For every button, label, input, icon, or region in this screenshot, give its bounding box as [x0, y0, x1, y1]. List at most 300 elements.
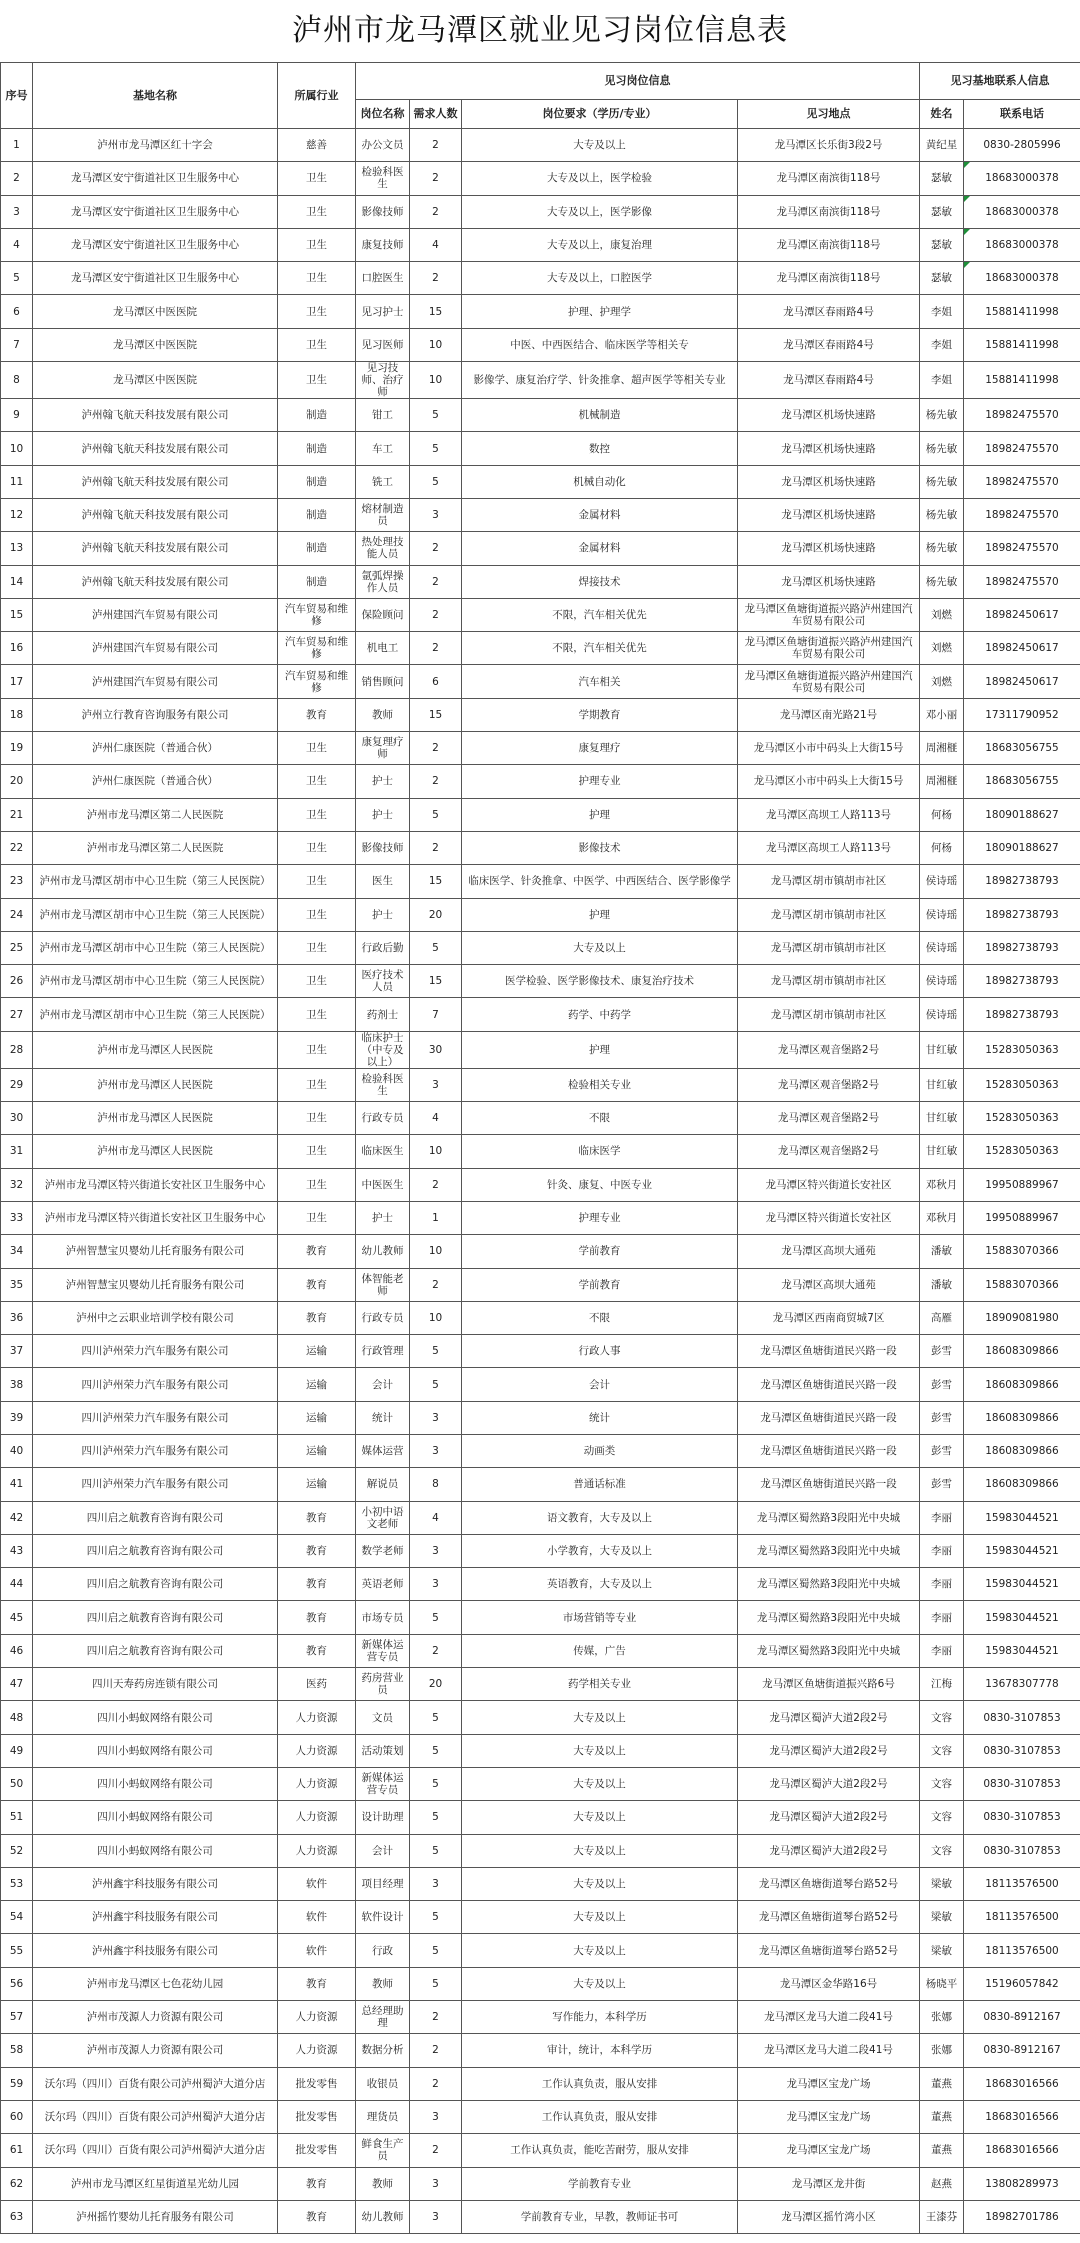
cell-seq: 28 [1, 1031, 33, 1068]
cell-post-name: 设计助理 [356, 1801, 410, 1834]
cell-post-name: 会计 [356, 1834, 410, 1867]
cell-seq: 13 [1, 532, 33, 565]
cell-count: 10 [410, 1135, 462, 1168]
cell-contact-name: 潘敏 [920, 1268, 964, 1301]
cell-contact-name: 赵燕 [920, 2167, 964, 2200]
cell-location: 龙马潭区春雨路4号 [738, 362, 920, 399]
cell-industry: 教育 [278, 1601, 356, 1634]
cell-contact-name: 文容 [920, 1834, 964, 1867]
cell-base-name: 泸州翰飞航天科技发展有限公司 [33, 532, 278, 565]
cell-phone: 18982738793 [964, 931, 1080, 964]
cell-post-name: 医生 [356, 865, 410, 898]
cell-phone: 18683000378 [964, 228, 1080, 261]
cell-location: 龙马潭区南滨街118号 [738, 195, 920, 228]
header-phone: 联系电话 [964, 100, 1080, 129]
cell-base-name: 泸州市龙马潭区胡市中心卫生院（第三人民医院） [33, 898, 278, 931]
cell-phone: 15283050363 [964, 1135, 1080, 1168]
cell-phone: 18982475570 [964, 498, 1080, 531]
cell-industry: 教育 [278, 1268, 356, 1301]
cell-post-name: 行政专员 [356, 1102, 410, 1135]
cell-industry: 人力资源 [278, 1767, 356, 1800]
cell-requirement: 不限 [462, 1301, 738, 1334]
cell-count: 2 [410, 2134, 462, 2167]
cell-phone: 18608309866 [964, 1368, 1080, 1401]
cell-phone: 18683000378 [964, 262, 1080, 295]
cell-seq: 47 [1, 1668, 33, 1701]
table-row [1, 1568, 1080, 1601]
table-row [1, 698, 1080, 731]
cell-seq: 5 [1, 262, 33, 295]
table-row [1, 362, 1080, 399]
table-row [1, 1867, 1080, 1900]
cell-location: 龙马潭区摇竹湾小区 [738, 2200, 920, 2233]
cell-post-name: 文员 [356, 1701, 410, 1734]
cell-industry: 制造 [278, 498, 356, 531]
cell-seq: 9 [1, 399, 33, 432]
cell-industry: 制造 [278, 465, 356, 498]
cell-phone: 0830-3107853 [964, 1834, 1080, 1867]
cell-post-name: 新媒体运营专员 [356, 1634, 410, 1667]
cell-phone: 18113576500 [964, 1867, 1080, 1900]
cell-base-name: 四川小蚂蚁网络有限公司 [33, 1767, 278, 1800]
table-row [1, 1767, 1080, 1800]
cell-requirement: 学前教育专业 [462, 2167, 738, 2200]
cell-base-name: 泸州翰飞航天科技发展有限公司 [33, 399, 278, 432]
cell-contact-name: 邓秋月 [920, 1168, 964, 1201]
cell-count: 2 [410, 195, 462, 228]
cell-location: 龙马潭区鱼塘街道振兴路6号 [738, 1668, 920, 1701]
cell-base-name: 四川启之航教育咨询有限公司 [33, 1501, 278, 1534]
table-row [1, 1268, 1080, 1301]
cell-post-name: 护士 [356, 1201, 410, 1234]
cell-phone: 15283050363 [964, 1102, 1080, 1135]
cell-base-name: 四川天寿药房连锁有限公司 [33, 1668, 278, 1701]
cell-location: 龙马潭区小市中码头上大街15号 [738, 765, 920, 798]
cell-industry: 教育 [278, 1634, 356, 1667]
cell-post-name: 铣工 [356, 465, 410, 498]
cell-industry: 教育 [278, 2167, 356, 2200]
cell-location: 龙马潭区胡市镇胡市社区 [738, 898, 920, 931]
cell-base-name: 泸州智慧宝贝婴幼儿托育服务有限公司 [33, 1268, 278, 1301]
cell-contact-name: 彭雪 [920, 1468, 964, 1501]
cell-requirement: 行政人事 [462, 1335, 738, 1368]
table-row [1, 228, 1080, 261]
cell-base-name: 泸州市龙马潭区红星街道星光幼儿园 [33, 2167, 278, 2200]
cell-base-name: 龙马潭区安宁街道社区卫生服务中心 [33, 162, 278, 195]
table-row [1, 1135, 1080, 1168]
cell-location: 龙马潭区龙井街 [738, 2167, 920, 2200]
table-row [1, 1102, 1080, 1135]
cell-requirement: 大专及以上，医学检验 [462, 162, 738, 195]
cell-phone: 18982475570 [964, 432, 1080, 465]
cell-seq: 59 [1, 2067, 33, 2100]
cell-location: 龙马潭区鱼塘街道民兴路一段 [738, 1401, 920, 1434]
cell-count: 2 [410, 2034, 462, 2067]
position-table [0, 62, 1080, 2234]
table-row [1, 2134, 1080, 2167]
cell-count: 2 [410, 765, 462, 798]
cell-base-name: 泸州仁康医院（普通合伙） [33, 765, 278, 798]
cell-base-name: 泸州市龙马潭区特兴街道长安社区卫生服务中心 [33, 1201, 278, 1234]
cell-location: 龙马潭区南滨街118号 [738, 162, 920, 195]
cell-requirement: 影像学、康复治疗学、针灸推拿、超声医学等相关专业 [462, 362, 738, 399]
cell-seq: 15 [1, 598, 33, 631]
cell-post-name: 教师 [356, 698, 410, 731]
cell-contact-name: 王漆芬 [920, 2200, 964, 2233]
cell-contact-name: 董燕 [920, 2067, 964, 2100]
cell-phone: 18982738793 [964, 998, 1080, 1031]
cell-base-name: 泸州鑫宇科技服务有限公司 [33, 1867, 278, 1900]
cell-post-name: 保险顾问 [356, 598, 410, 631]
cell-base-name: 龙马潭区安宁街道社区卫生服务中心 [33, 228, 278, 261]
cell-count: 5 [410, 465, 462, 498]
table-row [1, 1601, 1080, 1634]
table-row [1, 665, 1080, 698]
cell-requirement: 大专及以上 [462, 931, 738, 964]
cell-contact-name: 潘敏 [920, 1235, 964, 1268]
cell-count: 5 [410, 931, 462, 964]
cell-base-name: 四川泸州荣力汽车服务有限公司 [33, 1401, 278, 1434]
cell-requirement: 学前教育 [462, 1235, 738, 1268]
table-row [1, 432, 1080, 465]
cell-phone: 17311790952 [964, 698, 1080, 731]
cell-count: 4 [410, 228, 462, 261]
header-seq: 序号 [1, 63, 33, 129]
cell-industry: 卫生 [278, 262, 356, 295]
cell-industry: 制造 [278, 565, 356, 598]
cell-phone: 15881411998 [964, 295, 1080, 328]
cell-location: 龙马潭区蜀泸大道2段2号 [738, 1734, 920, 1767]
cell-post-name: 钳工 [356, 399, 410, 432]
cell-contact-name: 何杨 [920, 831, 964, 864]
cell-seq: 4 [1, 228, 33, 261]
cell-count: 20 [410, 1668, 462, 1701]
cell-phone: 15983044521 [964, 1601, 1080, 1634]
cell-post-name: 收银员 [356, 2067, 410, 2100]
cell-phone: 18608309866 [964, 1434, 1080, 1467]
cell-post-name: 熔材制造员 [356, 498, 410, 531]
cell-post-name: 幼儿教师 [356, 2200, 410, 2233]
cell-contact-name: 瑟敏 [920, 262, 964, 295]
cell-post-name: 影像技师 [356, 831, 410, 864]
cell-seq: 54 [1, 1901, 33, 1934]
cell-industry: 慈善 [278, 129, 356, 162]
table-row [1, 1068, 1080, 1101]
cell-seq: 50 [1, 1767, 33, 1800]
cell-seq: 34 [1, 1235, 33, 1268]
cell-base-name: 泸州摇竹婴幼儿托育服务有限公司 [33, 2200, 278, 2233]
cell-requirement: 写作能力，本科学历 [462, 2001, 738, 2034]
cell-base-name: 泸州市龙马潭区胡市中心卫生院（第三人民医院） [33, 998, 278, 1031]
cell-post-name: 机电工 [356, 632, 410, 665]
cell-requirement: 医学检验、医学影像技术、康复治疗技术 [462, 965, 738, 998]
cell-count: 5 [410, 1967, 462, 2000]
cell-count: 5 [410, 1801, 462, 1834]
cell-industry: 卫生 [278, 965, 356, 998]
cell-seq: 10 [1, 432, 33, 465]
cell-count: 2 [410, 129, 462, 162]
cell-phone: 15883070366 [964, 1235, 1080, 1268]
cell-requirement: 会计 [462, 1368, 738, 1401]
header-post-name: 岗位名称 [356, 100, 410, 129]
cell-phone: 0830-3107853 [964, 1767, 1080, 1800]
cell-count: 5 [410, 1901, 462, 1934]
cell-location: 龙马潭区鱼塘街道振兴路泸州建国汽车贸易有限公司 [738, 665, 920, 698]
cell-location: 龙马潭区观音堡路2号 [738, 1068, 920, 1101]
cell-industry: 汽车贸易和维修 [278, 598, 356, 631]
cell-seq: 57 [1, 2001, 33, 2034]
table-row [1, 1468, 1080, 1501]
cell-industry: 批发零售 [278, 2067, 356, 2100]
cell-count: 15 [410, 865, 462, 898]
cell-seq: 11 [1, 465, 33, 498]
cell-industry: 制造 [278, 432, 356, 465]
cell-requirement: 影像技术 [462, 831, 738, 864]
cell-phone: 18113576500 [964, 1901, 1080, 1934]
cell-industry: 卫生 [278, 765, 356, 798]
cell-count: 8 [410, 1468, 462, 1501]
cell-base-name: 四川启之航教育咨询有限公司 [33, 1534, 278, 1567]
cell-base-name: 泸州建国汽车贸易有限公司 [33, 665, 278, 698]
cell-seq: 43 [1, 1534, 33, 1567]
cell-requirement: 大专及以上 [462, 1934, 738, 1967]
cell-industry: 教育 [278, 1301, 356, 1334]
cell-seq: 41 [1, 1468, 33, 1501]
cell-industry: 卫生 [278, 195, 356, 228]
cell-post-name: 教师 [356, 1967, 410, 2000]
cell-location: 龙马潭区小市中码头上大街15号 [738, 732, 920, 765]
cell-base-name: 泸州智慧宝贝婴幼儿托育服务有限公司 [33, 1235, 278, 1268]
cell-industry: 运输 [278, 1468, 356, 1501]
cell-count: 3 [410, 1434, 462, 1467]
cell-base-name: 泸州市龙马潭区人民医院 [33, 1135, 278, 1168]
cell-count: 2 [410, 532, 462, 565]
cell-requirement: 工作认真负责，服从安排 [462, 2100, 738, 2133]
cell-base-name: 四川泸州荣力汽车服务有限公司 [33, 1434, 278, 1467]
cell-count: 5 [410, 1934, 462, 1967]
cell-post-name: 中医医生 [356, 1168, 410, 1201]
cell-seq: 29 [1, 1068, 33, 1101]
cell-count: 3 [410, 1534, 462, 1567]
cell-post-name: 行政专员 [356, 1301, 410, 1334]
cell-contact-name: 黄纪星 [920, 129, 964, 162]
cell-contact-name: 文容 [920, 1801, 964, 1834]
cell-seq: 1 [1, 129, 33, 162]
header-base: 基地名称 [33, 63, 278, 129]
cell-location: 龙马潭区龙马大道二段41号 [738, 2034, 920, 2067]
cell-location: 龙马潭区蜀然路3段阳光中央城 [738, 1534, 920, 1567]
cell-base-name: 泸州建国汽车贸易有限公司 [33, 632, 278, 665]
header-industry: 所属行业 [278, 63, 356, 129]
cell-location: 龙马潭区高坝大通苑 [738, 1268, 920, 1301]
cell-base-name: 泸州市龙马潭区胡市中心卫生院（第三人民医院） [33, 865, 278, 898]
cell-post-name: 行政后勤 [356, 931, 410, 964]
cell-seq: 36 [1, 1301, 33, 1334]
header-contact-group: 见习基地联系人信息 [920, 63, 1080, 100]
cell-base-name: 泸州市龙马潭区七色花幼儿园 [33, 1967, 278, 2000]
cell-location: 龙马潭区鱼塘街道琴台路52号 [738, 1934, 920, 1967]
cell-industry: 卫生 [278, 831, 356, 864]
cell-count: 5 [410, 399, 462, 432]
cell-requirement: 大专及以上 [462, 1734, 738, 1767]
cell-seq: 7 [1, 328, 33, 361]
cell-seq: 21 [1, 798, 33, 831]
header-contact-name: 姓名 [920, 100, 964, 129]
cell-seq: 39 [1, 1401, 33, 1434]
cell-post-name: 医疗技术人员 [356, 965, 410, 998]
cell-seq: 62 [1, 2167, 33, 2200]
cell-count: 2 [410, 1634, 462, 1667]
cell-industry: 人力资源 [278, 1834, 356, 1867]
cell-industry: 软件 [278, 1934, 356, 1967]
cell-post-name: 口腔医生 [356, 262, 410, 295]
cell-contact-name: 刘燃 [920, 598, 964, 631]
cell-location: 龙马潭区宝龙广场 [738, 2100, 920, 2133]
cell-base-name: 泸州市龙马潭区胡市中心卫生院（第三人民医院） [33, 965, 278, 998]
cell-contact-name: 江梅 [920, 1668, 964, 1701]
cell-industry: 批发零售 [278, 2134, 356, 2167]
cell-base-name: 泸州立行教育咨询服务有限公司 [33, 698, 278, 731]
cell-requirement: 工作认真负责，服从安排 [462, 2067, 738, 2100]
cell-requirement: 药学相关专业 [462, 1668, 738, 1701]
cell-seq: 58 [1, 2034, 33, 2067]
cell-seq: 20 [1, 765, 33, 798]
table-row [1, 1434, 1080, 1467]
cell-location: 龙马潭区胡市镇胡市社区 [738, 965, 920, 998]
cell-post-name: 药剂士 [356, 998, 410, 1031]
cell-post-name: 车工 [356, 432, 410, 465]
cell-phone: 18982450617 [964, 665, 1080, 698]
cell-requirement: 不限 [462, 1102, 738, 1135]
cell-location: 龙马潭区春雨路4号 [738, 295, 920, 328]
cell-post-name: 数学老师 [356, 1534, 410, 1567]
cell-seq: 19 [1, 732, 33, 765]
table-row [1, 1934, 1080, 1967]
table-row [1, 162, 1080, 195]
table-row [1, 1734, 1080, 1767]
table-row [1, 2167, 1080, 2200]
cell-contact-name: 梁敏 [920, 1867, 964, 1900]
cell-contact-name: 甘红敏 [920, 1068, 964, 1101]
cell-contact-name: 甘红敏 [920, 1031, 964, 1068]
cell-industry: 卫生 [278, 328, 356, 361]
cell-location: 龙马潭区机场快速路 [738, 399, 920, 432]
cell-requirement: 护理、护理学 [462, 295, 738, 328]
cell-industry: 医药 [278, 1668, 356, 1701]
cell-contact-name: 彭雪 [920, 1434, 964, 1467]
cell-contact-name: 李姐 [920, 328, 964, 361]
cell-requirement: 统计 [462, 1401, 738, 1434]
cell-contact-name: 侯诗瑶 [920, 998, 964, 1031]
cell-phone: 18982738793 [964, 965, 1080, 998]
cell-phone: 15883070366 [964, 1268, 1080, 1301]
cell-requirement: 普通话标准 [462, 1468, 738, 1501]
cell-base-name: 四川小蚂蚁网络有限公司 [33, 1834, 278, 1867]
cell-seq: 32 [1, 1168, 33, 1201]
cell-phone: 15983044521 [964, 1634, 1080, 1667]
cell-base-name: 泸州中之云职业培训学校有限公司 [33, 1301, 278, 1334]
cell-count: 5 [410, 1734, 462, 1767]
cell-contact-name: 杨晓平 [920, 1967, 964, 2000]
cell-phone: 18683016566 [964, 2067, 1080, 2100]
cell-industry: 批发零售 [278, 2100, 356, 2133]
cell-phone: 18608309866 [964, 1335, 1080, 1368]
cell-requirement: 护理专业 [462, 1201, 738, 1234]
cell-seq: 45 [1, 1601, 33, 1634]
cell-seq: 60 [1, 2100, 33, 2133]
cell-industry: 卫生 [278, 931, 356, 964]
cell-requirement: 护理 [462, 898, 738, 931]
cell-seq: 26 [1, 965, 33, 998]
cell-location: 龙马潭区春雨路4号 [738, 328, 920, 361]
cell-post-name: 见习医师 [356, 328, 410, 361]
cell-post-name: 检验科医生 [356, 162, 410, 195]
cell-contact-name: 甘红敏 [920, 1102, 964, 1135]
cell-post-name: 康复理疗师 [356, 732, 410, 765]
table-row [1, 1634, 1080, 1667]
cell-requirement: 大专及以上 [462, 1901, 738, 1934]
cell-industry: 卫生 [278, 362, 356, 399]
cell-requirement: 康复理疗 [462, 732, 738, 765]
cell-contact-name: 邓秋月 [920, 1201, 964, 1234]
cell-phone: 15881411998 [964, 328, 1080, 361]
cell-industry: 卫生 [278, 1135, 356, 1168]
cell-post-name: 康复技师 [356, 228, 410, 261]
cell-location: 龙马潭区长乐街3段2号 [738, 129, 920, 162]
cell-location: 龙马潭区宝龙广场 [738, 2067, 920, 2100]
cell-location: 龙马潭区机场快速路 [738, 498, 920, 531]
cell-base-name: 四川启之航教育咨询有限公司 [33, 1601, 278, 1634]
cell-contact-name: 彭雪 [920, 1368, 964, 1401]
cell-count: 10 [410, 362, 462, 399]
cell-seq: 56 [1, 1967, 33, 2000]
cell-contact-name: 侯诗瑶 [920, 865, 964, 898]
table-row [1, 1901, 1080, 1934]
cell-base-name: 四川泸州荣力汽车服务有限公司 [33, 1368, 278, 1401]
cell-count: 6 [410, 665, 462, 698]
cell-seq: 31 [1, 1135, 33, 1168]
cell-contact-name: 瑟敏 [920, 195, 964, 228]
cell-location: 龙马潭区特兴街道长安社区 [738, 1168, 920, 1201]
cell-base-name: 泸州翰飞航天科技发展有限公司 [33, 432, 278, 465]
table-row [1, 2067, 1080, 2100]
cell-industry: 教育 [278, 1568, 356, 1601]
cell-seq: 52 [1, 1834, 33, 1867]
cell-seq: 48 [1, 1701, 33, 1734]
cell-post-name: 临床医生 [356, 1135, 410, 1168]
header-count: 需求人数 [410, 100, 462, 129]
cell-contact-name: 张娜 [920, 2034, 964, 2067]
cell-industry: 运输 [278, 1401, 356, 1434]
cell-post-name: 软件设计 [356, 1901, 410, 1934]
cell-requirement: 不限，汽车相关优先 [462, 598, 738, 631]
cell-count: 3 [410, 2167, 462, 2200]
table-row [1, 1801, 1080, 1834]
cell-count: 15 [410, 698, 462, 731]
cell-contact-name: 甘红敏 [920, 1135, 964, 1168]
cell-industry: 卫生 [278, 1168, 356, 1201]
table-row [1, 1335, 1080, 1368]
cell-count: 5 [410, 1767, 462, 1800]
cell-seq: 53 [1, 1867, 33, 1900]
cell-post-name: 项目经理 [356, 1867, 410, 1900]
cell-post-name: 见习技师、治疗师 [356, 362, 410, 399]
cell-phone: 18683056755 [964, 765, 1080, 798]
cell-contact-name: 李姐 [920, 362, 964, 399]
cell-requirement: 检验相关专业 [462, 1068, 738, 1101]
cell-industry: 人力资源 [278, 1701, 356, 1734]
cell-industry: 教育 [278, 1534, 356, 1567]
